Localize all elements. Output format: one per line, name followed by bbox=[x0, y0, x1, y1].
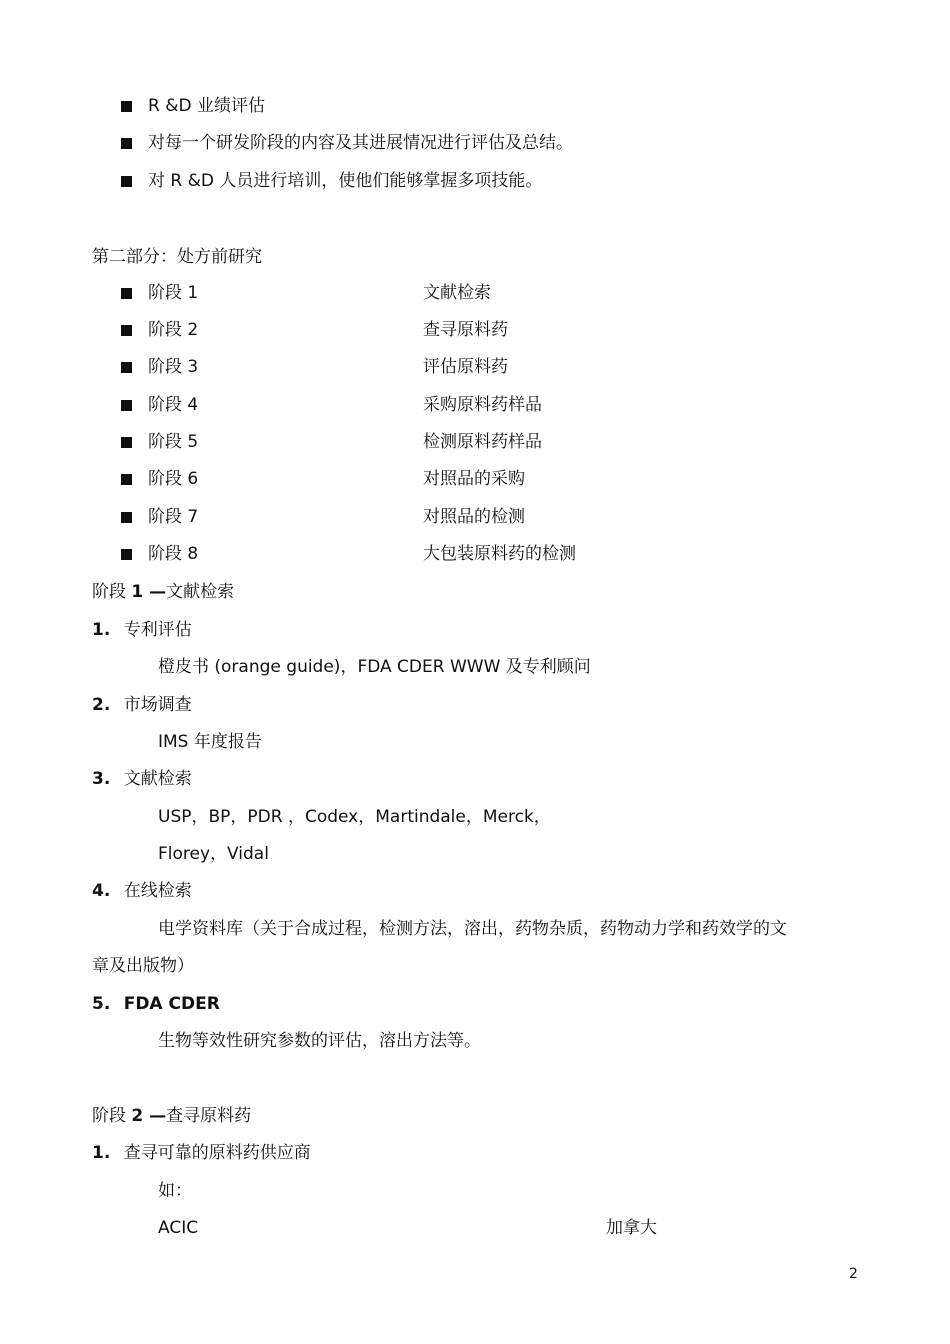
stage-desc: 查寻原料药 bbox=[423, 320, 508, 340]
supplier-country: 加拿大 bbox=[606, 1218, 657, 1238]
intro-bullet-3: 对 R &D 人员进行培训，使他们能够掌握多项技能。 bbox=[148, 171, 543, 191]
example-label: 如： bbox=[158, 1181, 192, 1201]
page-number: 2 bbox=[849, 1266, 858, 1282]
stage-desc: 对照品的检测 bbox=[423, 507, 525, 527]
item-detail: Florey，Vidal bbox=[158, 844, 269, 864]
item-title: 在线检索 bbox=[123, 881, 192, 901]
numbered-item bbox=[92, 1142, 311, 1164]
bullet-square-icon bbox=[121, 474, 132, 485]
item-detail-continued: 章及出版物） bbox=[92, 956, 194, 976]
numbered-item bbox=[92, 880, 192, 902]
stage-label: 阶段 4 bbox=[148, 395, 199, 415]
stage-label: 阶段 5 bbox=[148, 432, 199, 452]
item-title: 查寻可靠的原料药供应商 bbox=[123, 1143, 311, 1163]
bullet-square-icon bbox=[121, 512, 132, 523]
bullet-square-icon bbox=[121, 362, 132, 373]
stage-label: 阶段 7 bbox=[148, 507, 199, 527]
stage-label: 阶段 3 bbox=[148, 357, 199, 377]
stage1-heading-title: 文献检索 bbox=[166, 582, 235, 602]
stage-label: 阶段 6 bbox=[148, 469, 199, 489]
stage-desc: 评估原料药 bbox=[423, 357, 508, 377]
item-detail: 生物等效性研究参数的评估，溶出方法等。 bbox=[158, 1031, 481, 1051]
item-detail: USP，BP，PDR ，Codex，Martindale，Merck， bbox=[158, 807, 551, 827]
item-detail: IMS 年度报告 bbox=[158, 732, 262, 752]
bullet-square-icon bbox=[121, 138, 132, 149]
intro-bullet-2: 对每一个研发阶段的内容及其进展情况进行评估及总结。 bbox=[148, 133, 573, 153]
item-title: 文献检索 bbox=[123, 769, 192, 789]
stage-desc: 大包装原料药的检测 bbox=[423, 544, 576, 564]
item-number: 5. bbox=[92, 994, 111, 1014]
bullet-square-icon bbox=[121, 437, 132, 448]
item-detail: 橙皮书 (orange guide)，FDA CDER WWW 及专利顾问 bbox=[158, 657, 591, 677]
stage-label: 阶段 1 bbox=[148, 283, 199, 303]
bullet-square-icon bbox=[121, 101, 132, 112]
item-number: 1. bbox=[92, 1143, 111, 1163]
stage1-heading bbox=[92, 581, 234, 603]
stage-desc: 文献检索 bbox=[423, 283, 491, 303]
bullet-square-icon bbox=[121, 400, 132, 411]
numbered-item bbox=[92, 768, 192, 790]
part2-title: 第二部分：处方前研究 bbox=[92, 247, 262, 267]
item-number: 4. bbox=[92, 881, 111, 901]
item-title: FDA CDER bbox=[123, 994, 220, 1014]
intro-bullet-1: R &D 业绩评估 bbox=[148, 96, 265, 116]
stage2-heading bbox=[92, 1105, 251, 1127]
stage2-heading-prefix: 阶段 bbox=[92, 1106, 126, 1126]
item-number: 3. bbox=[92, 769, 111, 789]
item-title: 专利评估 bbox=[123, 620, 192, 640]
bullet-square-icon bbox=[121, 176, 132, 187]
stage-label: 阶段 8 bbox=[148, 544, 199, 564]
stage-desc: 采购原料药样品 bbox=[423, 395, 542, 415]
bullet-square-icon bbox=[121, 549, 132, 560]
item-number: 1. bbox=[92, 620, 111, 640]
item-title: 市场调查 bbox=[123, 695, 192, 715]
stage2-heading-num: 2 — bbox=[131, 1106, 167, 1126]
stage1-heading-prefix: 阶段 bbox=[92, 582, 126, 602]
stage-desc: 检测原料药样品 bbox=[423, 432, 542, 452]
stage1-heading-num: 1 — bbox=[131, 582, 167, 602]
item-number: 2. bbox=[92, 695, 111, 715]
stage-label: 阶段 2 bbox=[148, 320, 199, 340]
stage-desc: 对照品的采购 bbox=[423, 469, 525, 489]
numbered-item bbox=[92, 694, 192, 716]
bullet-square-icon bbox=[121, 325, 132, 336]
numbered-item bbox=[92, 619, 192, 641]
numbered-item bbox=[92, 993, 220, 1015]
bullet-square-icon bbox=[121, 288, 132, 299]
supplier-name: ACIC bbox=[158, 1218, 199, 1238]
stage2-heading-title: 查寻原料药 bbox=[166, 1106, 252, 1126]
item-detail: 电学资料库（关于合成过程，检测方法，溶出，药物杂质，药物动力学和药效学的文 bbox=[158, 919, 787, 939]
